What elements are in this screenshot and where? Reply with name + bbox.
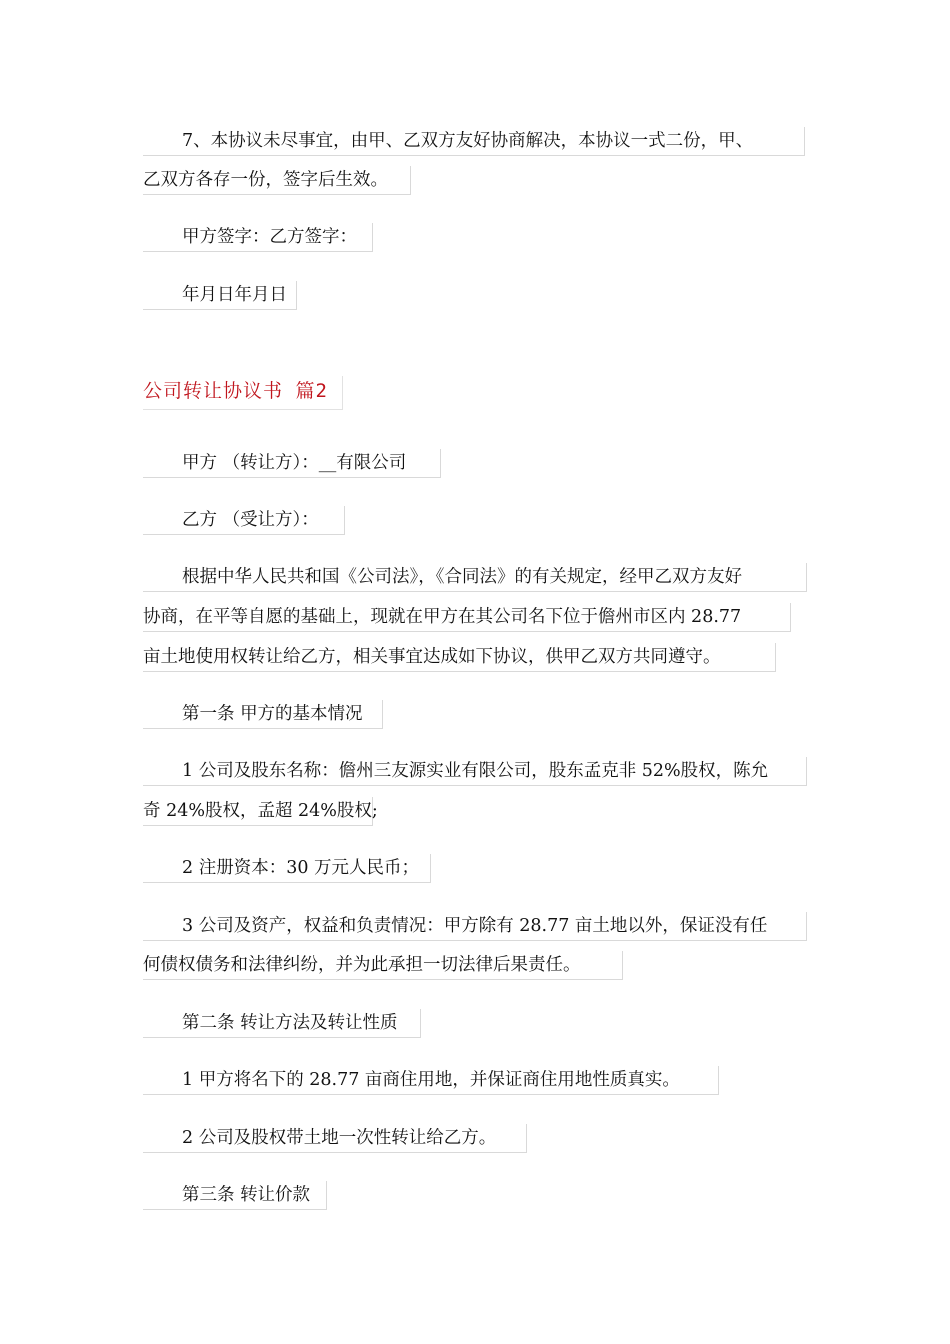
- article2-item2: 2 公司及股权带土地一次性转让给乙方。: [143, 1124, 527, 1153]
- party-a-line: 甲方 （转让方）：__有限公司: [143, 449, 441, 478]
- signature-line: 甲方签字：乙方签字：: [143, 223, 373, 252]
- article1-item1-line1: 1 公司及股东名称：儋州三友源实业有限公司，股东孟克非 52%股权，陈允: [143, 757, 807, 786]
- article2-title: 第二条 转让方法及转让性质: [143, 1009, 421, 1038]
- article1-title: 第一条 甲方的基本情况: [143, 700, 383, 729]
- article1-item2: 2 注册资本：30 万元人民币；: [143, 854, 431, 883]
- article1-item3-line1: 3 公司及资产，权益和负责情况：甲方除有 28.77 亩土地以外，保证没有任: [143, 912, 807, 941]
- intro-line1: 根据中华人民共和国《公司法》，《合同法》的有关规定，经甲乙双方友好: [143, 563, 807, 592]
- intro-line3: 亩土地使用权转让给乙方，相关事宜达成如下协议，供甲乙双方共同遵守。: [143, 643, 776, 672]
- article1-item1-line2: 奇 24%股权，孟超 24%股权;: [143, 797, 373, 826]
- article2-item1: 1 甲方将名下的 28.77 亩商住用地，并保证商住用地性质真实。: [143, 1066, 719, 1095]
- party-b-line: 乙方 （受让方）：: [143, 506, 345, 535]
- intro-line2: 协商，在平等自愿的基础上，现就在甲方在其公司名下位于儋州市区内 28.77: [143, 603, 791, 632]
- article1-item3-line2: 何债权债务和法律纠纷，并为此承担一切法律后果责任。: [143, 951, 623, 980]
- article3-title: 第三条 转让价款: [143, 1181, 327, 1210]
- section-title: 公司转让协议书 篇2: [143, 376, 343, 410]
- item7-line1: 7、本协议未尽事宜，由甲、乙双方友好协商解决，本协议一式二份，甲、: [143, 127, 805, 156]
- item7-line2: 乙双方各存一份，签字后生效。: [143, 166, 411, 195]
- date-line: 年月日年月日: [143, 281, 297, 310]
